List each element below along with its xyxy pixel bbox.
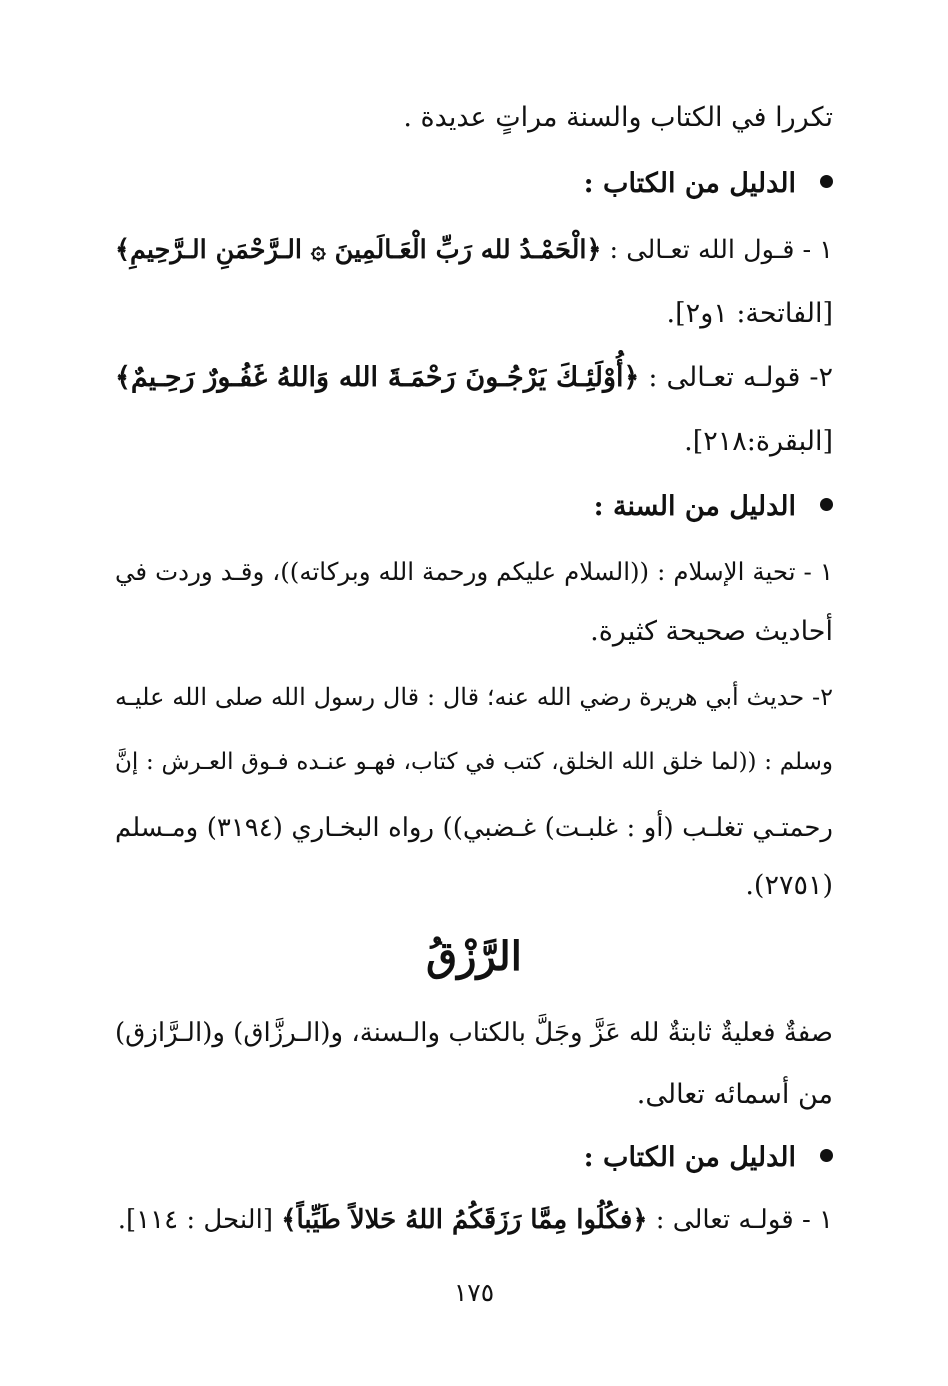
section-heading-quran-evidence — [115, 164, 833, 204]
text-line: رحمتـي تغلـب (أو : غلبـت) غـضبي)) رواه البخـاري (٣١٩٤) ومـسلم — [115, 813, 833, 843]
text-line: ١ - تحية الإسلام : ((السلام عليكم ورحمة الله وبركاته))، وقـد وردت في — [115, 557, 833, 586]
citation-intro: ١ - قولـه تعالى : — [647, 1205, 833, 1235]
text-line: أحاديث صحيحة كثيرة. — [590, 616, 833, 647]
quran-verse: ﴿أُوْلَئِـكَ يَرْجُـونَ رَحْمَـةَ الله وَاللهُ غَفُـورٌ رَحِـيمٌ﴾ — [115, 362, 640, 393]
bullet-icon — [820, 498, 833, 511]
text-line — [115, 1200, 833, 1240]
quran-verse: ﴿فكُلُوا مِمَّا رَزَقَكُمُ اللهُ حَلالاً طَيِّباً﴾ — [281, 1205, 648, 1235]
section-heading-quran-evidence — [115, 1138, 833, 1178]
text-line: صفةٌ فعليةٌ ثابتةٌ لله عَزَّ وجَلَّ بالكتاب والـسنة، و(الـرزَّاق) و(الـرَّازق) — [115, 1018, 833, 1048]
page-number: ١٧٥ — [453, 1278, 495, 1307]
citation-intro: ٢- قولـه تعـالى : — [639, 362, 833, 393]
heading-text: الدليل من الكتاب : — [583, 168, 796, 199]
text-line: من أسمائه تعالى. — [636, 1079, 833, 1110]
text-line — [115, 358, 833, 398]
citation-intro: ١ - قـول الله تعـالى : — [601, 235, 833, 265]
text-line: ٢- حديث أبي هريرة رضي الله عنه؛ قال : قال رسول الله صلى الله عليـه — [115, 683, 833, 711]
text-line: وسلم : ((لما خلق الله الخلق، كتب في كتاب، فهـو عنـده فـوق العـرش : إنَّ — [115, 749, 833, 775]
section-title: الرَّزْقُ — [426, 933, 522, 980]
quran-verse: ﴿الْحَمْـدُ لله رَبِّ الْعَـالَمِينَ ۞ الـرَّحْمَنِ الـرَّحِيمِ﴾ — [115, 235, 602, 265]
text-line: (٢٧٥١). — [745, 870, 833, 901]
verse-reference: [النحل : ١١٤]. — [117, 1205, 282, 1235]
section-heading-sunnah-evidence — [115, 487, 833, 527]
text-line: تكررا في الكتاب والسنة مراتٍ عديدة . — [403, 102, 833, 133]
bullet-icon — [820, 1149, 833, 1162]
heading-text: الدليل من الكتاب : — [583, 1142, 796, 1173]
heading-text: الدليل من السنة : — [593, 491, 796, 522]
verse-reference: [البقرة:٢١٨]. — [684, 426, 833, 457]
bullet-icon — [820, 175, 833, 188]
text-line — [115, 230, 833, 270]
verse-reference: [الفاتحة: ١و٢]. — [666, 298, 833, 329]
